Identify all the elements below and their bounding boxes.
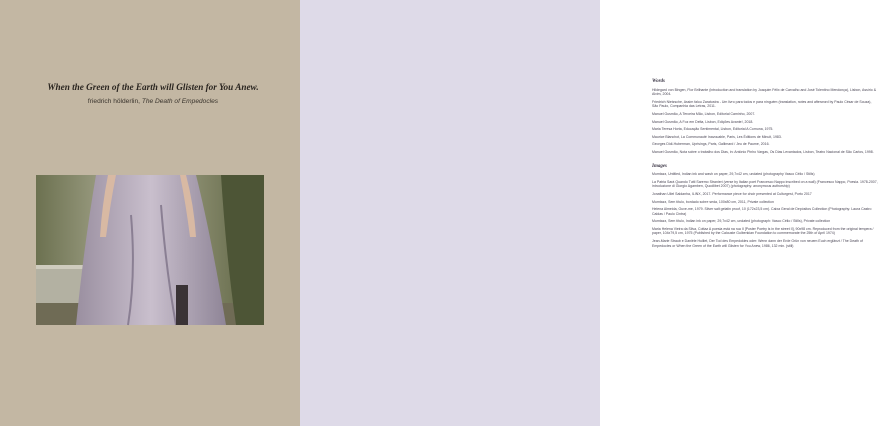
images-entry: La Patria Sarà Quando Tutti Saremo Stranieri (verse by Italian poet Francesco Nappo inscribed on a wall) (Francesco Nappo, Poesia. 1978-2007, introduzione di Giorgio Agamben, Quodlibet 2007) (photography: anonymous authorship) — [652, 179, 878, 189]
right-page — [300, 0, 878, 426]
words-entry: Maria Teresa Horta, Educação Sentimental, Lisbon, Editorial A Comuna, 1975. — [652, 127, 774, 132]
words-entry: Manuel Gusmão, A Foz em Delta, Lisbon, Edições Avante!, 2018. — [652, 119, 754, 124]
credits-column — [652, 80, 878, 251]
images-entry: Mumtazz, Sem título, Indian ink on paper, 29,7x42 cm, undated (photograph: Vasco Célio / Stills), Private collection — [652, 219, 831, 224]
words-entry: Manuel Gusmão, Nota sobre o trabalho dos Dias, in: António Pinho Vargas, Os Dias Levantados, Lisbon, Teatro Nacional de São Carlos, 1998. — [652, 149, 874, 154]
words-heading: Words — [652, 79, 665, 84]
words-entry: Manuel Gusmão, A Terceira Mão, Lisbon, Editorial Caminho, 2007. — [652, 111, 756, 116]
images-entry: Mumtazz, Sem título, bordado sobre seda, 100x80 cm, 2011, Private collection — [652, 199, 774, 204]
images-entry: Maria Helena Vieira da Silva, Cottaz A poesia está na rua II [Poster Poetry is in the street II], 90x98 cm. Reproduced from the original tempera / paper, 104x79,5 cm, 1975 (Published by the Calouste Gulbenkian Foundation to commemorate the 25th of April 1974) — [652, 226, 874, 236]
images-heading: Images — [652, 163, 667, 169]
left-page — [0, 0, 300, 426]
images-entry: Jonathan Uliel Saldanha, ILINX, 2017. Performance piece for choir presented at Culturgest, Porto 2017 — [652, 191, 812, 196]
words-entry: Hildegard von Bingen, Flor Brilhante (introduction and translation by Joaquim Félix de Carvalho and José Tolentino Mendonça), Lisbon, Assírio & Alvim, 2004. — [652, 87, 877, 97]
images-entry: Mumtazz, Untitled, Indian ink and wash on paper, 29,7x42 cm, undated (photography Vasco Célio / Stills) — [652, 172, 815, 177]
words-entry: Maurice Blanchot, La Communauté Inavouable, Paris, Les Éditions de Minuit, 1983. — [652, 134, 782, 139]
words-entry: Georges Didi-Huberman, Uprisings, Paris, Gallimard / Jeu de Paume, 2016. — [652, 142, 770, 147]
page-title: When the Green of the Earth will Glisten for You Anew. — [47, 82, 259, 92]
photo — [36, 175, 264, 325]
figure-in-dress-image — [36, 175, 264, 325]
subtitle-work: The Death of Empedocles — [141, 98, 219, 105]
words-entry: Friedrich Nietzsche, Assim falou Zaratustra - Um livro para todos e para ninguém (translation, notes and afterword by Paulo César de Souza), São Paulo, Companhia das Letras, 2011. — [652, 99, 872, 109]
subtitle-author: friedrich hölderlin, — [87, 98, 140, 105]
images-entry: Helena Almeida, Ouve-me, 1979. Silver salt gelatin proof, 10 (172x23,5 cm). Caixa Geral de Depósitos Collection (Photography: Laura Castro Caldas / Paulo Cintra) — [652, 207, 872, 216]
images-entry: Jean-Marie Straub e Danièle Huillet, Der Tod des Empedokles oder: Wenn dann der Erde Grün von neuem Euch erglänzt / The Death of Empedocles or When the Green of the Earth will Glisten for You Anew, 1986, 132 min. (still) — [652, 239, 863, 248]
page-subtitle — [18, 98, 288, 105]
